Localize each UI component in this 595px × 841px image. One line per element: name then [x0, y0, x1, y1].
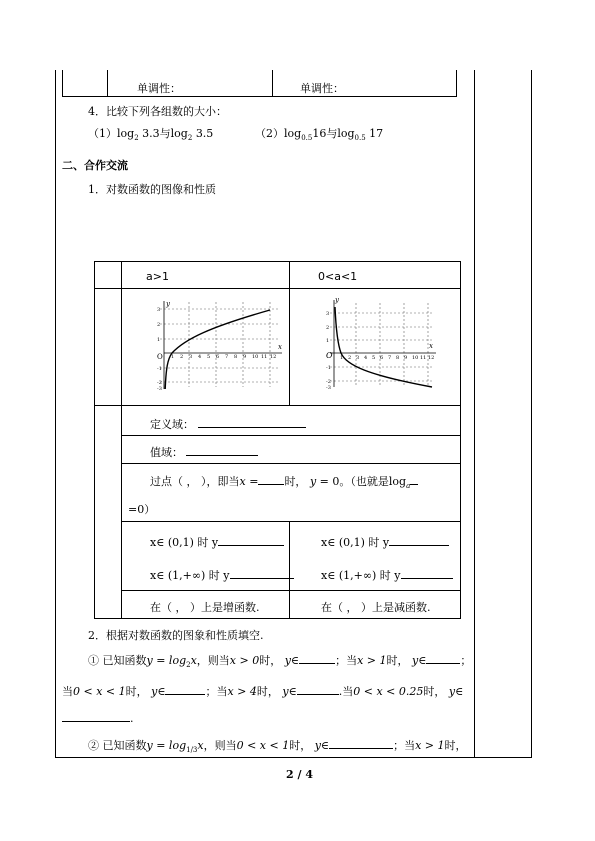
- y-tick-label: 1: [326, 338, 330, 344]
- y-axis-label: y: [335, 296, 339, 304]
- left-interval-0-1: x∈ (0,1) 时 y: [150, 534, 284, 550]
- x-tick-label: 3: [356, 355, 360, 361]
- blank-1[interactable]: [299, 652, 335, 664]
- y-tick-label: -2: [157, 380, 162, 386]
- x-tick-label: 12: [270, 354, 277, 360]
- y-axis-label: y: [166, 300, 170, 308]
- frame-left: [55, 70, 56, 758]
- y-tick-label: 3: [326, 311, 330, 317]
- x-tick-label: 7: [388, 355, 392, 361]
- y-tick-label: 1: [157, 337, 161, 343]
- header-a-greater-1: a>1: [146, 270, 169, 283]
- fill-line-4: ② 已知函数$y = \log_{1/3}x$，则当0 < x < 1时， y∈ ；当x > 1时，: [88, 739, 467, 755]
- x-tick-label: 11: [261, 354, 268, 360]
- fixed-point-text: 过点（ ， ），即当x = 时， y = 0。（也就是$\log_a$: [150, 473, 418, 490]
- fill-line-1: ① 已知函数$y = \log_2x$，则当x > 0时， y∈ ；当x > 1时， y∈ ；: [88, 654, 472, 670]
- frame-bottom: [55, 757, 532, 758]
- q4-part1: $(1)\log_2$ 3.3与$\log_2 3.5$: [88, 127, 214, 143]
- y-tick-label: -3: [326, 385, 331, 390]
- y-tick-label: -2: [326, 379, 331, 385]
- x-axis-label: x: [278, 343, 282, 351]
- x-tick-label: 11: [420, 355, 427, 361]
- q4-title: 4．比较下列各组数的大小：: [88, 105, 227, 118]
- blank-3[interactable]: [165, 683, 205, 695]
- header-a-between-0-1: 0<a<1: [318, 270, 358, 283]
- monotonicity-label-left: 单调性：: [137, 82, 181, 95]
- left-interval-1-inf: x∈ (1,+∞) 时 y: [150, 567, 294, 583]
- y-tick-label: -3: [157, 386, 162, 392]
- blank-7[interactable]: [329, 737, 393, 749]
- x-tick-label: 6: [216, 354, 220, 360]
- x-tick-label: 10: [252, 354, 259, 360]
- right-interval-1-inf: x∈ (1,+∞) 时 y: [321, 567, 453, 583]
- x-tick-label: 10: [412, 355, 419, 361]
- blank-4[interactable]: [297, 683, 339, 695]
- fill-line-3: .: [62, 710, 134, 725]
- x-tick-label: 2: [348, 355, 352, 361]
- right-interval-0-1: x∈ (0,1) 时 y: [321, 534, 449, 550]
- log-curve-increasing: [165, 310, 270, 389]
- y-tick-label: 2: [157, 322, 161, 328]
- x-tick-label: 1: [340, 355, 344, 361]
- x-tick-label: 1: [171, 354, 175, 360]
- y-tick-label: 2: [326, 325, 330, 331]
- x-tick-label: 5: [207, 354, 211, 360]
- frame-right: [531, 70, 532, 758]
- origin-label: O: [326, 351, 333, 360]
- decreasing-text: 在（ ， ）上是减函数.: [321, 601, 431, 614]
- x-tick-label: 2: [180, 354, 184, 360]
- x-tick-label: 3: [189, 354, 193, 360]
- x-tick-label: 8: [234, 354, 238, 360]
- graph-log-decreasing: [322, 295, 438, 390]
- q4-part2: $(2)\log_{0.5}16$与$\log_{0.5} 17$: [255, 127, 384, 143]
- frame-divider: [474, 70, 475, 758]
- domain-blank[interactable]: [198, 416, 306, 428]
- x-tick-label: 6: [380, 355, 384, 361]
- fill-line-2: 当0 < x < 1时， y∈ ；当x > 4时， y∈ .当0 < x < 0.25时， y∈: [62, 685, 464, 698]
- section-item-1: 1．对数函数的图像和性质: [88, 183, 216, 196]
- x-tick-label: 8: [396, 355, 400, 361]
- x-tick-label: 4: [198, 354, 202, 360]
- range-blank[interactable]: [186, 444, 258, 456]
- x-tick-label: 12: [428, 355, 435, 361]
- y-tick-label: 3: [157, 307, 161, 313]
- x-tick-label: 9: [243, 354, 247, 360]
- graph-log-increasing: [150, 297, 285, 392]
- monotonicity-label-right: 单调性：: [300, 82, 344, 95]
- section-heading: 二、合作交流: [62, 159, 128, 172]
- blank-6[interactable]: [62, 710, 130, 722]
- log-curve-decreasing: [335, 307, 435, 387]
- y-tick-label: -1: [157, 366, 162, 372]
- blank-2[interactable]: [426, 652, 460, 664]
- fixed-point-end: =0）: [128, 503, 156, 516]
- x-tick-label: 7: [225, 354, 229, 360]
- x-tick-label: 4: [364, 355, 368, 361]
- x-tick-label: 5: [372, 355, 376, 361]
- item2-title: 2．根据对数函数的图象和性质填空.: [88, 629, 264, 642]
- y-tick-label: -1: [326, 365, 331, 371]
- page-number: 2 / 4: [286, 768, 313, 781]
- range-label: 值域：: [150, 446, 183, 459]
- origin-label: O: [157, 353, 163, 361]
- increasing-text: 在（ ， ）上是增函数.: [150, 601, 260, 614]
- domain-label: 定义域：: [150, 418, 194, 431]
- x-tick-label: 9: [404, 355, 408, 361]
- x-axis-label: x: [429, 342, 433, 350]
